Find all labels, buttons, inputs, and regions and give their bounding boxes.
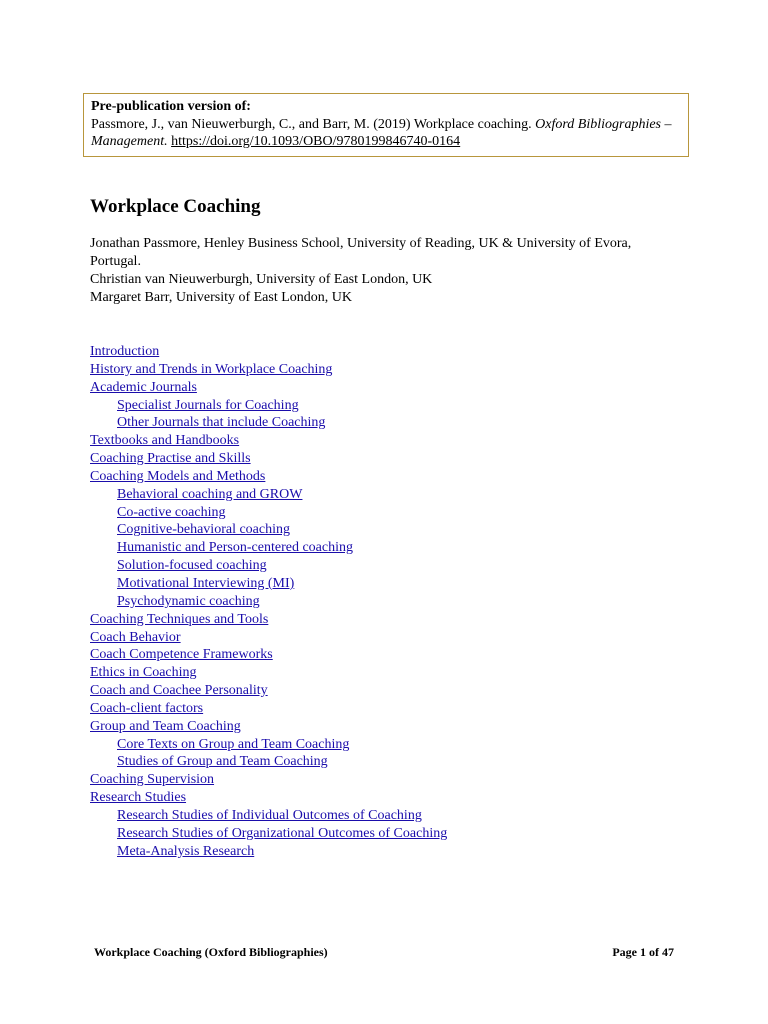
- toc-item: [90, 593, 710, 611]
- toc-link[interactable]: Research Studies of Organizational Outcomes of Coaching: [117, 825, 448, 841]
- toc-item: [90, 718, 710, 736]
- toc-item: [90, 379, 710, 397]
- citation-text: [91, 116, 681, 151]
- toc-item: [90, 521, 710, 539]
- toc-item: [90, 450, 710, 468]
- toc-link[interactable]: Research Studies of Individual Outcomes of Coaching: [117, 807, 422, 823]
- toc-item: [90, 504, 710, 522]
- toc-item: [90, 700, 710, 718]
- citation-box: [83, 93, 689, 157]
- toc-link[interactable]: Introduction: [90, 344, 160, 359]
- author-line: Portugal.: [90, 254, 141, 269]
- toc-link[interactable]: Research Studies: [90, 790, 187, 806]
- toc-link[interactable]: Academic Journals: [90, 379, 197, 395]
- toc-item: [90, 771, 710, 789]
- citation-journal: Oxford Bibliographies – Management.: [91, 116, 672, 149]
- toc-link[interactable]: Studies of Group and Team Coaching: [117, 754, 328, 770]
- page-number: Page 1 of 47: [612, 945, 674, 959]
- toc-link[interactable]: Group and Team Coaching: [90, 718, 241, 734]
- toc-link[interactable]: Solution-focused coaching: [117, 558, 267, 574]
- author-line: Margaret Barr, University of East London, UK: [90, 290, 353, 305]
- toc-link[interactable]: Coaching Supervision: [90, 772, 215, 788]
- toc-link[interactable]: Behavioral coaching and GROW: [117, 486, 303, 502]
- toc-link[interactable]: Ethics in Coaching: [90, 665, 197, 681]
- toc-link[interactable]: Cognitive-behavioral coaching: [117, 522, 290, 538]
- footer-title: Workplace Coaching (Oxford Bibliographies): [94, 945, 328, 959]
- doi-link[interactable]: https://doi.org/10.1093/OBO/9780199846740-0164: [171, 134, 461, 149]
- toc-item: [90, 736, 710, 754]
- toc-link[interactable]: Coach-client factors: [90, 700, 204, 716]
- citation-authors: Passmore, J., van Nieuwerburgh, C., and Barr, M. (2019) Workplace coaching.: [91, 116, 536, 132]
- citation-label: Pre-publication version of:: [91, 99, 251, 114]
- toc-item: [90, 807, 710, 825]
- toc-link[interactable]: Other Journals that include Coaching: [117, 415, 326, 431]
- toc-link[interactable]: Textbooks and Handbooks: [90, 433, 240, 449]
- page-title: Workplace Coaching: [90, 196, 261, 217]
- toc-item: [90, 646, 710, 664]
- toc-item: [90, 539, 710, 557]
- toc-item: [90, 575, 710, 593]
- toc-item: [90, 486, 710, 504]
- toc-link[interactable]: Coaching Practise and Skills: [90, 451, 251, 467]
- toc-link[interactable]: Co-active coaching: [117, 504, 226, 520]
- author-line: Christian van Nieuwerburgh, University of East London, UK: [90, 272, 433, 287]
- toc-item: [90, 753, 710, 771]
- toc-item: [90, 664, 710, 682]
- toc-item: [90, 682, 710, 700]
- toc-link[interactable]: Coaching Techniques and Tools: [90, 611, 269, 627]
- toc-item: [90, 789, 710, 807]
- toc-link[interactable]: Motivational Interviewing (MI): [117, 575, 295, 591]
- toc-link[interactable]: Coach Behavior: [90, 629, 181, 645]
- toc-item: [90, 557, 710, 575]
- toc-item: [90, 611, 710, 629]
- toc-item: [90, 432, 710, 450]
- toc-link[interactable]: Coach and Coachee Personality: [90, 683, 268, 699]
- toc-link[interactable]: Humanistic and Person-centered coaching: [117, 540, 353, 556]
- toc-link[interactable]: History and Trends in Workplace Coaching: [90, 361, 333, 377]
- toc-link[interactable]: Coaching Models and Methods: [90, 468, 266, 484]
- toc-item: [90, 825, 710, 843]
- author-line: Jonathan Passmore, Henley Business School, University of Reading, UK & University of Evora,: [90, 236, 632, 251]
- toc-link[interactable]: Specialist Journals for Coaching: [117, 397, 299, 413]
- toc-item: [90, 468, 710, 486]
- toc-link[interactable]: Coach Competence Frameworks: [90, 647, 273, 663]
- toc-item: [90, 397, 710, 415]
- toc-item: [90, 414, 710, 432]
- toc-link[interactable]: Meta-Analysis Research: [117, 843, 255, 859]
- toc-link[interactable]: Core Texts on Group and Team Coaching: [117, 736, 350, 752]
- toc-item: [90, 361, 710, 379]
- toc-item: [90, 343, 710, 361]
- toc-item: [90, 629, 710, 647]
- toc-item: [90, 843, 710, 861]
- author-list: [90, 235, 690, 307]
- table-of-contents: [90, 343, 710, 860]
- toc-link[interactable]: Psychodynamic coaching: [117, 593, 260, 609]
